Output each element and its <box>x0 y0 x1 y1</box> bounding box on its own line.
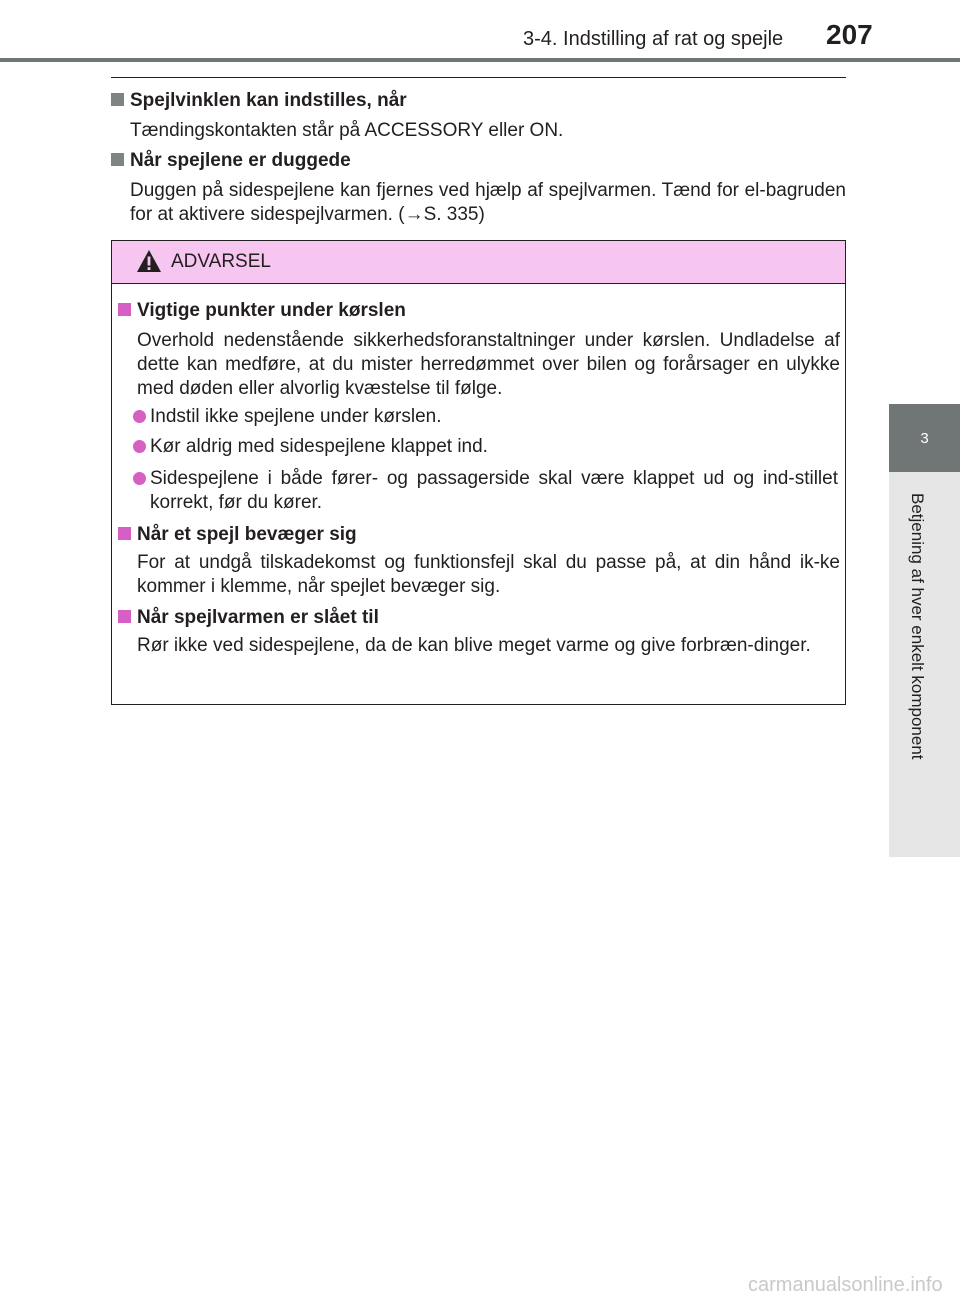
section-heading <box>111 149 846 173</box>
warning-body: Overhold nedenstående sikkerhedsforanstaltninger under kørslen. Undladelse af dette kan medføre, at du mister herredømmet over bilen og forårsager en ulykke med døden eller alvorlig kvæstelse til følge. <box>137 330 840 399</box>
content-top-rule <box>111 77 846 78</box>
square-bullet-icon <box>111 153 124 166</box>
header-rule <box>0 58 960 62</box>
bullet-text: Kør aldrig med sidespejlene klappet ind. <box>150 436 488 457</box>
section-title: 3-4. Indstilling af rat og spejle <box>523 28 784 50</box>
watermark: carmanualsonline.info <box>748 1274 943 1296</box>
square-bullet-icon <box>118 610 131 623</box>
warning-section-driving <box>118 299 840 401</box>
section-heading-text: Når spejlene er duggede <box>130 150 351 171</box>
warning-heading <box>118 523 840 547</box>
chapter-label: Betjening af hver enkelt komponent <box>908 493 927 760</box>
warning-section-mirror-moving <box>118 523 840 599</box>
arrow-right-icon: → <box>404 204 424 225</box>
warning-heading <box>118 299 840 323</box>
page-reference[interactable]: S. 335) <box>423 204 485 225</box>
square-bullet-icon <box>111 93 124 106</box>
warning-header <box>112 241 845 284</box>
warning-triangle-icon <box>136 249 162 273</box>
warning-bullet <box>133 405 838 429</box>
page-header <box>0 0 960 62</box>
section-heading-text: Spejlvinklen kan indstilles, når <box>130 90 407 111</box>
warning-bullet <box>133 467 838 515</box>
section-body-text: Duggen på sidespejlene kan fjernes ved hjælp af spejlvarmen. Tænd for el-bagruden for at aktivere sidespejlvarmen. ( <box>130 180 846 225</box>
chapter-tab <box>889 404 960 472</box>
warning-body: For at undgå tilskadekomst og funktionsfejl skal du passe på, at din hånd ik-ke kommer i klemme, når spejlet bevæger sig. <box>137 552 840 597</box>
info-section-mirror-angle <box>111 89 846 143</box>
round-bullet-icon <box>133 410 146 423</box>
warning-section-mirror-heater <box>118 606 840 658</box>
warning-heading <box>118 606 840 630</box>
chapter-number: 3 <box>920 430 929 447</box>
warning-heading-text: Når et spejl bevæger sig <box>137 524 357 545</box>
square-bullet-icon <box>118 527 131 540</box>
round-bullet-icon <box>133 440 146 453</box>
section-heading <box>111 89 846 113</box>
info-section-fogged-mirrors <box>111 149 846 227</box>
warning-bullet <box>133 435 838 459</box>
warning-box <box>111 240 846 705</box>
square-bullet-icon <box>118 303 131 316</box>
round-bullet-icon <box>133 472 146 485</box>
warning-heading-text: Vigtige punkter under kørslen <box>137 300 406 321</box>
section-body: Tændingskontakten står på ACCESSORY eller ON. <box>130 120 564 141</box>
bullet-text: Sidespejlene i både fører- og passagerside skal være klappet ud og ind-stillet korrekt, før du kører. <box>150 468 838 513</box>
page-number: 207 <box>826 19 873 50</box>
warning-heading-text: Når spejlvarmen er slået til <box>137 607 379 628</box>
warning-title: ADVARSEL <box>171 251 271 272</box>
bullet-text: Indstil ikke spejlene under kørslen. <box>150 406 442 427</box>
warning-body: Rør ikke ved sidespejlene, da de kan blive meget varme og give forbræn-dinger. <box>137 635 811 656</box>
section-body <box>111 179 846 227</box>
